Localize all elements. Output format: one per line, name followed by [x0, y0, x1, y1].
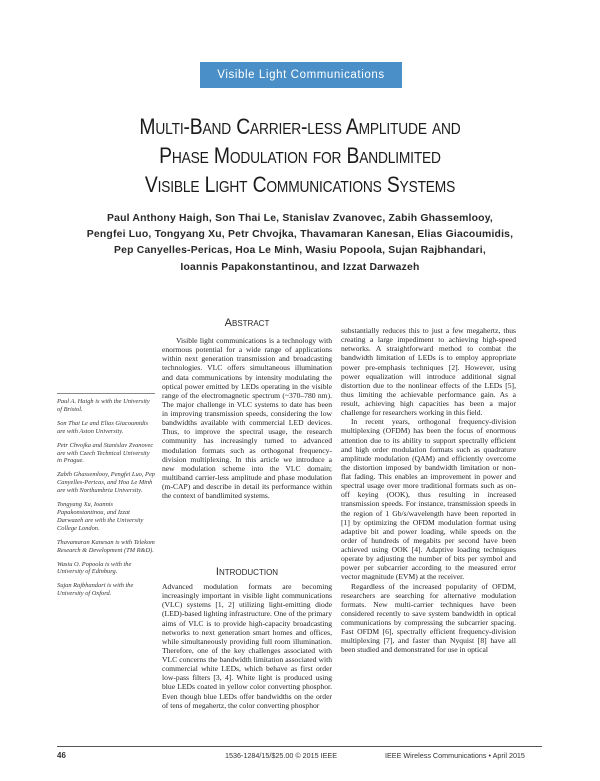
- author-list: [58, 211, 542, 276]
- affiliation-note: Sujan Rajbhandari is with the University of Oxford.: [57, 582, 134, 598]
- author-line: Ioannis Papakonstantinou, and Izzat Darwazeh: [180, 261, 420, 273]
- title-line-1: Multi-Band Carrier-less Amplitude and: [139, 114, 461, 139]
- abstract-text: Visible light communications is a technology with enormous potential for a wide range of applications within next generation transmission and broadcasting technologies. VLC offers simultaneous illumination and data communications by intensity modulating the optical power emitted by LEDs operating in the visible range of the electromagnetic spectrum (~370–780 nm). The major challenge in VLC systems to date has been in improving transmission speeds, considering the low bandwidths available with commercial LED devices. Thus, to improve the spectral usage, the research community has increasingly turned to advanced modulation formats such as orthogonal frequency-division multiplexing. In this article we introduce a new modulation scheme into the VLC domain; multiband carrier-less amplitude and phase modulation (m-CAP) and describe in detail its performance within the context of bandlimited systems.: [162, 336, 332, 501]
- author-line: Pep Canyelles-Pericas, Hoa Le Minh, Wasiu Popoola, Sujan Rajbhandari,: [114, 245, 486, 257]
- affiliation-note: Son Thai Le and Elias Giacoumidis are with Aston University.: [57, 419, 149, 435]
- article-title: [94, 112, 507, 199]
- author-line: Paul Anthony Haigh, Son Thai Le, Stanislav Zvanovec, Zabih Ghassemlooy,: [106, 213, 494, 224]
- paragraph: In recent years, orthogonal frequency-division multiplexing (OFDM) has been the focus of enormous attention due to its ability to support spectrally efficient and high order modulation formats such as quadrature amplitude modulation (QAM) and efficiently overcome the distortion imposed by bandwidth limitation or non-flat fading. This enables an improvement in power and spectral usage over more traditional formats such as on-off keying (OOK), thus resulting in increased transmission speeds. For instance, transmission speeds in the region of 1 Gb/s/wavelength have been reported in [1] by optimizing the OFDM modulation format using adaptive bit and power loading, while speeds on the order of hundreds of megabits per second have been achieved using OOK [4]. Adaptive loading techniques operate by adjusting the number of bits per symbol and power per subcarrier according to the measured error vector magnitude (EVM) at the receiver.: [341, 417, 516, 582]
- journal-line: IEEE Wireless Communications • April 2015: [385, 751, 525, 760]
- affiliation-note: Petr Chvojka and Stanislav Zvanovec are with Czech Technical University in Prague.: [57, 441, 154, 465]
- title-line-2: Phase Modulation for Bandlimited: [159, 143, 441, 168]
- affiliation-notes: [57, 398, 155, 604]
- author-line: Pengfei Luo, Tongyang Xu, Petr Chvojka, Thavamaran Kanesan, Elias Giacoumidis,: [86, 229, 514, 241]
- right-column: [341, 326, 516, 655]
- affiliation-note: Thavamaran Kanesan is with Telekom Research & Development (TM R&D).: [57, 538, 155, 554]
- paragraph: Regardless of the increased popularity of OFDM, researchers are searching for alternative modulation formats. New multi-carrier techniques have been considered recently to save system bandwidth in optical communications by compressing the subcarrier spacing. Fast OFDM [6], spectrally efficient frequency-division multiplexing [7], and faster than Nyquist [8] have all been studied and demonstrated for use in optical: [341, 581, 516, 655]
- issn-line: 1536-1284/15/$25.00 © 2015 IEEE: [225, 751, 337, 760]
- affiliation-note: Tongyang Xu, Ioannis Papakonstantinou, and Izzat Darwazeh are with the University College London.: [57, 501, 144, 532]
- affiliation-note: Zabih Ghassemlooy, Pengfei Luo, Pep Canyelles-Pericas, and Hoa Le Minh are with Northumbria University.: [57, 471, 155, 495]
- title-line-3: Visible Light Communications Systems: [144, 172, 456, 197]
- introduction-text: Advanced modulation formats are becoming increasingly important in visible light communications (VLC) systems [1, 2] utilizing light-emitting diode (LED)-based lighting infrastructure. One of the primary aims of VLC is to provide high-capacity broadcasting networks to next generation smart homes and offices, while simultaneously providing full room illumination. Therefore, one of the key challenges associated with VLC concerns the bandwidth limitation associated with commercial white LEDs, which behave as first order low-pass filters [3, 4]. White light is produced using blue LEDs coated in yellow color converting phosphor. Even though blue LEDs offer bandwidths on the order of tens of megahertz, the color converting phosphor: [162, 582, 332, 710]
- affiliation-note: Wasiu O. Popoola is with the University of Edinburg.: [57, 560, 132, 576]
- affiliation-divider: [57, 393, 155, 394]
- section-banner: Visible Light Communications: [200, 62, 402, 88]
- introduction-heading: Introduction: [215, 566, 279, 578]
- abstract-heading: Abstract: [224, 317, 270, 329]
- affiliation-note: Paul A. Haigh is with the University of Bristol.: [57, 398, 150, 413]
- paragraph: substantially reduces this to just a few megahertz, thus creating a large impediment to achieving high-speed networks. A straightforward method to combat the bandwidth limitation of LEDs is to employ appropriate power pre-emphasis techniques [2]. However, using power equalization will introduce additional signal distortion due to the nonlinear effects of the LEDs [5], thus limiting the achievable performance gain. As a result, achieving high capacities has been a major challenge for researchers working in this field.: [341, 326, 516, 418]
- footer-divider: [57, 746, 542, 747]
- page-number: 46: [57, 751, 66, 760]
